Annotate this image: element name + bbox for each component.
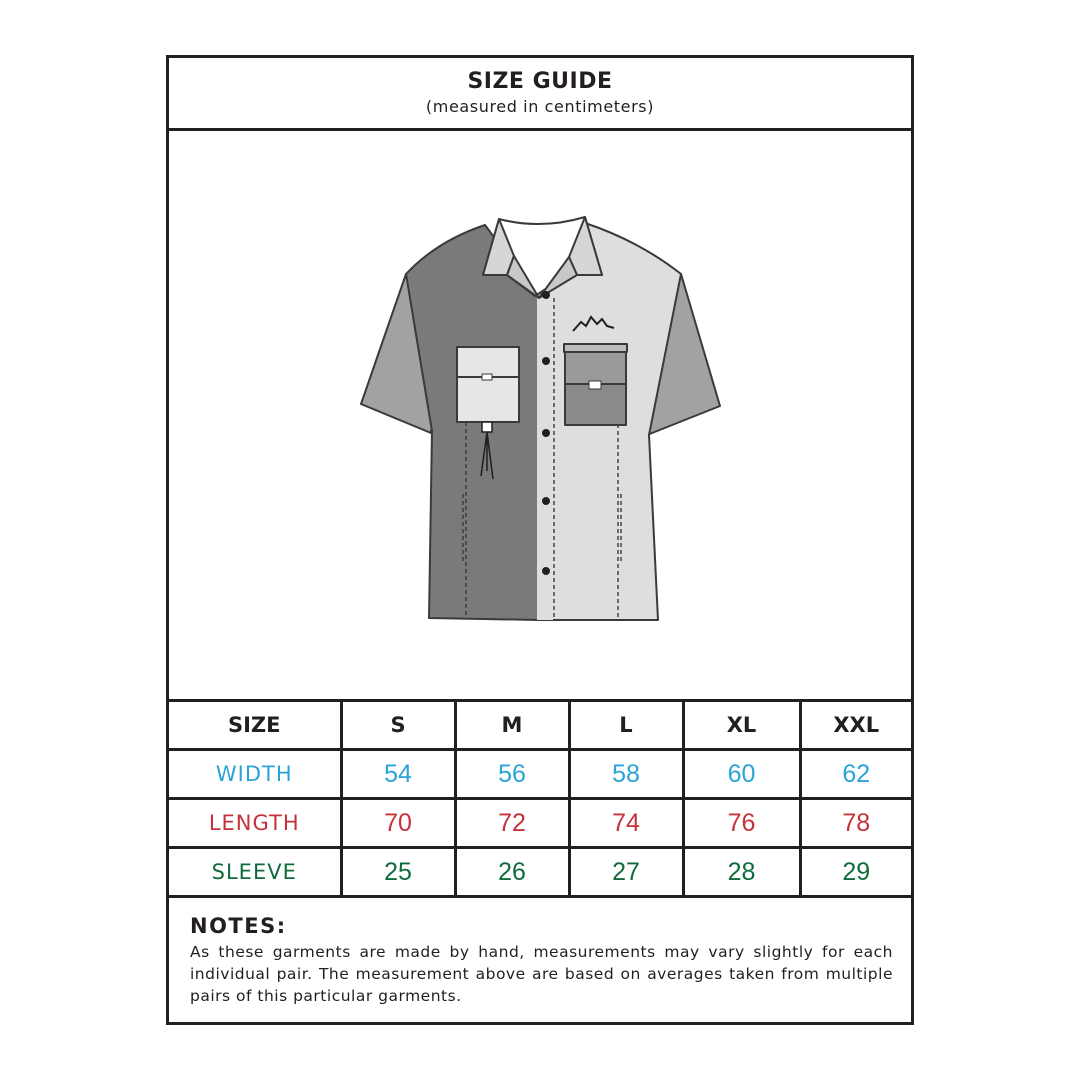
length-value-l: 74: [569, 799, 683, 848]
size-table-header-row: [169, 701, 911, 750]
header-cell-size: SIZE: [169, 701, 341, 750]
row-label-sleeve: SLEEVE: [169, 848, 341, 897]
width-value-s: 54: [341, 750, 455, 799]
header-cell-m: M: [455, 701, 569, 750]
length-value-xl: 76: [683, 799, 800, 848]
width-value-xl: 60: [683, 750, 800, 799]
width-value-m: 56: [455, 750, 569, 799]
notes-title: NOTES:: [190, 914, 287, 938]
shirt-illustration-icon: [169, 131, 911, 699]
table-row-length: [169, 799, 911, 848]
table-row-sleeve: [169, 848, 911, 897]
header-cell-xl: XL: [683, 701, 800, 750]
row-label-width: WIDTH: [169, 750, 341, 799]
sleeve-value-l: 27: [569, 848, 683, 897]
size-guide-header: [169, 58, 911, 131]
row-label-length: LENGTH: [169, 799, 341, 848]
width-value-xxl: 62: [800, 750, 911, 799]
table-row-width: [169, 750, 911, 799]
page-subtitle: (measured in centimeters): [425, 97, 655, 116]
sleeve-value-xl: 28: [683, 848, 800, 897]
length-value-s: 70: [341, 799, 455, 848]
sleeve-value-m: 26: [455, 848, 569, 897]
notes-section: [190, 914, 893, 1007]
shirt-figure: [169, 131, 911, 699]
width-value-l: 58: [569, 750, 683, 799]
length-value-xxl: 78: [800, 799, 911, 848]
size-guide-card: [166, 55, 914, 1025]
notes-body: As these garments are made by hand, measurements may vary slightly for each individual pair. The measurement above are based on averages taken from multiple pairs of this particular garments.: [190, 943, 893, 1005]
header-cell-xxl: XXL: [800, 701, 911, 750]
header-cell-s: S: [341, 701, 455, 750]
sleeve-value-xxl: 29: [800, 848, 911, 897]
size-table: [169, 699, 911, 898]
page-title: SIZE GUIDE: [467, 69, 613, 94]
length-value-m: 72: [455, 799, 569, 848]
header-cell-l: L: [569, 701, 683, 750]
sleeve-value-s: 25: [341, 848, 455, 897]
